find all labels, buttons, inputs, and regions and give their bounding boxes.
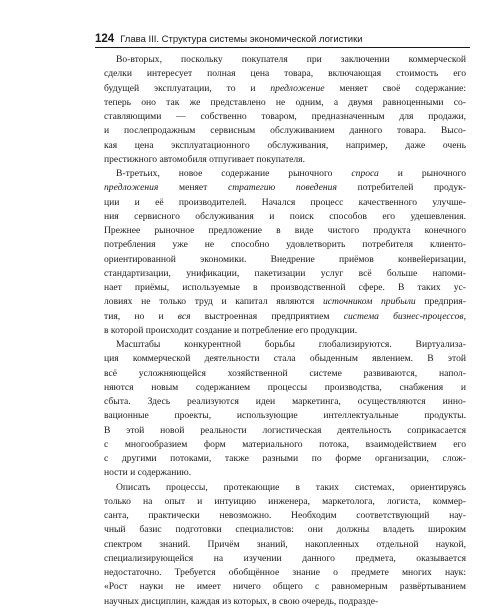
text-run: Во-вторых, поскольку покупателя при заключении коммерческой	[116, 54, 466, 65]
text-run: ности и содержанию.	[104, 467, 192, 479]
text-run: вационные проекты, использующие интеллектуальные продукты.	[104, 410, 466, 422]
text-line	[104, 381, 466, 395]
text-run: тия, но и	[104, 310, 178, 322]
page-number: 124	[95, 33, 115, 45]
text-line	[104, 367, 466, 381]
text-run: Прежнее рыночное предложение в виде чистого продукта конечного	[104, 225, 466, 236]
text-run: с другими потоками, также разными по форме организации, слож-	[104, 453, 466, 464]
text-line	[104, 67, 466, 81]
text-line	[104, 281, 466, 295]
text-run: стандартизации, унификации, пакетизации услуг всё больше напоми-	[104, 267, 466, 279]
paragraph	[104, 167, 466, 338]
text-run: специализирующейся на изучении данного предмета, оказывается	[104, 552, 466, 564]
text-line	[104, 82, 466, 96]
text-run: потребителей продук-	[336, 182, 466, 194]
text-line	[104, 96, 466, 110]
body-text	[104, 53, 466, 609]
text-run: всё усложняющейся хозяйственной системе развиваются, напол-	[104, 367, 466, 379]
text-line	[104, 566, 466, 580]
text-line	[104, 53, 466, 67]
text-run: будущей эксплуатации, то и	[104, 82, 271, 94]
text-run: недостаточно. Требуется обобщённое знание о предмете многих наук:	[104, 567, 466, 578]
text-run: потребления уже не способно удовлетворить потребителя клиенто-	[104, 239, 466, 251]
text-run: Описать процессы, протекающие в таких системах, ориентируясь	[116, 481, 466, 493]
text-line	[104, 523, 466, 537]
text-run: с многообразием форм материального потока, взаимодействием его	[104, 438, 466, 450]
text-line	[104, 495, 466, 509]
text-run: сделки интересует полная цена товара, включающая стоимость его	[104, 68, 466, 80]
text-line	[104, 139, 466, 153]
text-run: предприя-	[415, 296, 466, 308]
text-run: нает приёмы, используемые в производственной сфере. В таких ус-	[104, 282, 466, 293]
text-line	[104, 210, 466, 224]
text-line	[104, 167, 466, 181]
text-run: В этой новой реальности логистическая деятельность соприкасается	[104, 424, 466, 436]
text-run: ориентированной экономики. Внедрение приёмов конвейеризации,	[104, 253, 466, 265]
italic-term: источником прибыли	[323, 296, 416, 308]
text-line	[104, 352, 466, 366]
text-line	[104, 110, 466, 124]
text-line	[104, 538, 466, 552]
text-run: ции и её производителей. Начался процесс качественного улучше-	[104, 196, 466, 208]
text-run: Масштабы конкурентной борьбы глобализируются. Виртуализа-	[116, 339, 466, 350]
text-run: только на опыт и интуицию инженера, маркетолога, логиста, коммер-	[104, 495, 466, 507]
text-line	[104, 338, 466, 352]
text-run: выстроенная предприятием	[190, 310, 344, 322]
text-line	[104, 509, 466, 523]
text-line	[104, 552, 466, 566]
text-line	[104, 224, 466, 238]
chapter-title: Глава III. Структура системы экономической логистики	[120, 34, 363, 45]
text-run: ставляющими — собственно товаром, предназначенным для продажи,	[104, 111, 466, 122]
text-run: ния сервисного обслуживания и поиск способов его удешевления.	[104, 210, 466, 222]
text-run: и рыночного	[378, 168, 466, 179]
text-line	[104, 310, 466, 324]
text-run: ,	[463, 310, 466, 322]
text-run: теперь оно так же представлено не одним, а двумя равноценными со-	[104, 96, 466, 108]
text-line	[104, 481, 466, 495]
text-run: в которой происходит создание и потребление его продукции.	[104, 324, 358, 336]
text-line	[104, 580, 466, 594]
paragraph	[104, 338, 466, 481]
text-line	[104, 452, 466, 466]
text-line	[104, 595, 466, 609]
paragraph	[104, 53, 466, 167]
text-run: «Рост науки не имеет ничего общего с равномерным развёртыванием	[104, 581, 466, 593]
text-line	[104, 181, 466, 195]
text-run: ция коммерческой деятельности стала обыденным явлением. В этой	[104, 353, 466, 365]
text-run: и послепродажным сервисным обслуживанием данного товара. Высо-	[104, 125, 466, 137]
text-run: меняет своё содержание:	[324, 82, 466, 94]
text-run: няются новым содержанием процессы производства, снабжения и	[104, 381, 466, 393]
text-line	[104, 238, 466, 252]
text-run: кая цена эксплуатационного обслуживания, например, даже очень	[104, 139, 466, 151]
text-line	[104, 267, 466, 281]
running-header	[95, 28, 470, 48]
text-run: престижного автомобиля отпугивает покупателя.	[104, 153, 305, 165]
italic-term: предложение	[270, 82, 325, 94]
text-run: меняет	[158, 182, 228, 194]
text-line	[104, 324, 466, 338]
italic-term: вся	[177, 310, 191, 322]
text-line	[104, 395, 466, 409]
text-line	[104, 295, 466, 309]
text-line	[104, 466, 466, 480]
text-run: санта, практически невозможно. Необходим соответствующий нау-	[104, 510, 466, 521]
text-run: научных дисциплин, каждая из которых, в свою очередь, подразде-	[104, 595, 379, 607]
text-line	[104, 153, 466, 167]
text-run: чный базис подготовки специалистов: они должны владеть широким	[104, 524, 466, 536]
text-line	[104, 409, 466, 423]
text-run: сбыта. Здесь реализуются идеи маркетинга, осуществляются инно-	[104, 396, 466, 407]
text-run: спектром знаний. Причём знаний, накопленных отдельной наукой,	[104, 538, 466, 550]
text-run: ловиях не только труд и капитал являются	[104, 296, 323, 308]
text-line	[104, 424, 466, 438]
italic-term: система бизнес-процессов	[343, 310, 464, 322]
italic-term: предложения	[104, 182, 159, 194]
text-run: В-третьих, новое содержание рыночного	[116, 168, 352, 179]
italic-term: стратегию поведения	[228, 182, 337, 194]
text-line	[104, 124, 466, 138]
italic-term: спроса	[351, 168, 379, 179]
text-line	[104, 438, 466, 452]
text-line	[104, 253, 466, 267]
text-line	[104, 196, 466, 210]
